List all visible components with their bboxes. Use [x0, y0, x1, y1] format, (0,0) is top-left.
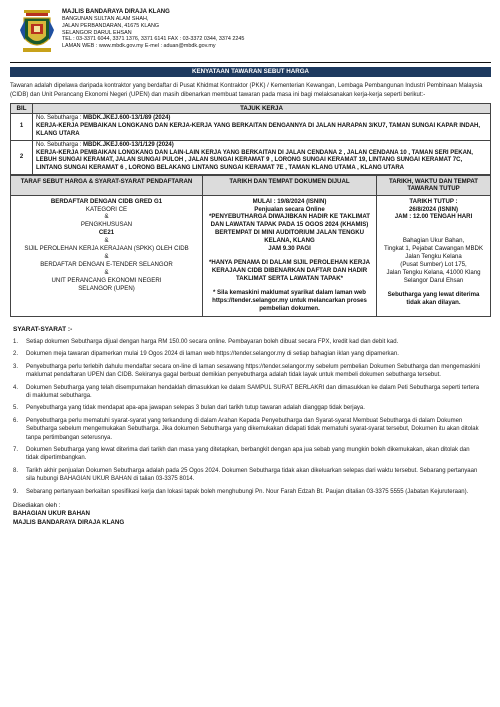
conditions-list — [10, 338, 491, 496]
details-header-row — [11, 175, 491, 195]
sale-cell — [203, 195, 377, 316]
ref-label: No. Sebutharga : — [36, 141, 82, 148]
tender-table — [10, 103, 491, 175]
amp: & — [104, 237, 109, 245]
list-item: 2. Dokumen meja tawaran dipamerkan mulai 19 Ogos 2024 di laman web https://tender.selangor.my di setiap bahagian iklan yang dipamerkan. — [12, 351, 399, 358]
notice-title: KENYATAAN TAWARAN SEBUT HARGA — [10, 67, 491, 77]
prepared-by: Disediakan oleh : — [13, 502, 61, 510]
close-place-line: Tingkat 1, Pejabat Cawangan MBDK — [383, 245, 484, 253]
reg-category: KATEGORI CE — [85, 205, 128, 213]
list-item: 6. Penyebutharga perlu mematuhi syarat-syarat yang terkandung di dalam Arahan Kepada Penyebutharga dan Syarat-syarat Membuat Sebutharga di dalam Dokumen Sebutharga sebelum mengemukakan Sebutharga. Jika dokumen Sebutharga yang dikemukakan didapati tidak mematuhi syarat-syarat tersebut, Dokumen itu akan ditolak tanpa pertimbangan seterusnya. — [12, 418, 479, 441]
details-row — [11, 195, 491, 316]
col-closing: TARIKH, WAKTU DAN TEMPAT TAWARAN TUTUP — [377, 175, 491, 195]
col-title: TAJUK KERJA — [33, 104, 491, 114]
list-item: 9. Sebarang pertanyaan berkaitan spesifikasi kerja dan lokasi tapak boleh menghubungi Pn. Nour Farah Edzah Bt. Paujan ditalian 03-3375 5555 (Jabatan Kejuruteraan). — [12, 488, 469, 495]
intro-paragraph: Tawaran adalah dipelawa daripada kontraktor yang berdaftar di Pusat Khidmat Kontraktor (PKK) / Kementerian Kewangan, Lembaga Pembangunan Industri Pembinaan Malaysia (CIDB) dan Unit Perancang Ekonomi Negeri (UPEN) dan masih dibenarkan membuat tawaran pada masa ini bagi melaksanakan kerja-kerja seperti berikut:- — [10, 83, 483, 98]
briefing-time: JAM 9.30 PAGI — [268, 245, 311, 253]
reg-etender: BERDAFTAR DENGAN E-TENDER SELANGOR — [40, 260, 173, 268]
close-place-line: Selangor Darul Ehsan — [403, 276, 464, 284]
details-table — [10, 175, 491, 317]
ref-number: MBDK.JKEJ.600-13/1/129 (2024) — [83, 141, 174, 148]
sale-date: MULAI : 19/8/2024 (ISNIN) — [252, 197, 327, 205]
col-bil: BIL — [11, 104, 33, 114]
work-description: KERJA-KERJA PEMBAIKAN LONGKANG DAN LAIN-LAIN KERJA YANG BERKAITAN DI JALAN CENDANA 2 , JALAN CENDANA 10 , TAMAN SERI PEKAN, LEBUH SUNGAI KERAMAT, JALAN SUNGAI PULOH , JALAN SUNGAI KERAMAT 9 , LORONG SUNGAI KERAMAT 19, LINTANG SUNGAI KERAMAT 7C, LINTANG SUNGAI KERAMAT 6 , LORONG BELAKANG LINTANG SUNGAI KERAMAT 7E , TAMAN KLANG UTAMA , KLANG UTARA — [36, 149, 473, 172]
amp: & — [104, 253, 109, 261]
department-name: BAHAGIAN UKUR BAHAN — [13, 510, 90, 518]
list-item: 4. Dokumen Sebutharga yang telah disempurnakan hendaklah dimasukkan ke dalam SAMPUL SURAT BERLAKRI dan dimasukkan ke dalam Peti Sebutharga seperti tertera di maklumat sebutharga. — [12, 384, 480, 399]
contact-line: TEL : 03-3371 6044, 3371 1376, 3371 6141 FAX : 03-3372 0344, 3374 2245 — [62, 36, 245, 43]
ref-number: MBDK.JKEJ.600-13/1/89 (2024) — [83, 115, 171, 122]
work-description: KERJA-KERJA PEMBAIKAN LONGKANG DAN KERJA-KERJA YANG BERKAITAN DENGANNYA DI JALAN HARAPAN 3/KU7, TAMAN SUNGAI KAPAR INDAH, KLANG UTARA — [36, 123, 481, 137]
table-header-row — [11, 104, 491, 114]
reg-spkk: SIJIL PEROLEHAN KERJA KERAJAAN (SPKK) OLEH CIDB — [24, 245, 189, 253]
closing-cell — [377, 195, 491, 316]
close-label: TARIKH TUTUP : — [409, 197, 458, 205]
conditions-title: SYARAT-SYARAT :- — [13, 325, 73, 333]
header-divider — [10, 62, 491, 63]
web-line: LAMAN WEB : www.mbdk.gov.my E-mel : aduan@mbdk.gov.my — [62, 42, 216, 49]
close-date: 26/8/2024 (ISNIN) — [408, 205, 459, 213]
list-item: 7. Dokumen Sebutharga yang lewat diterima dari tarikh dan masa yang ditetapkan, berbangkit dengan apa jua sebab yang mungkin boleh dikemukakan, akan ditolak dan tidak dipertimbangkan. — [12, 447, 470, 462]
close-place-line: Bahagian Ukur Bahan, — [402, 237, 465, 245]
table-row — [11, 114, 491, 140]
list-item: 8. Tarikh akhir penjualan Dokumen Sebutharga adalah pada 25 Ogos 2024. Dokumen Sebutharga tidak akan dikeluarkan selepas dari waktu tersebut. Sebarang pertanyaan sila hubungi BAHAGIAN UKUR BAHAN di talian 03-3375 8014. — [12, 467, 478, 483]
letterhead — [10, 8, 491, 60]
row-number: 1 — [11, 114, 33, 140]
letterhead-text — [62, 8, 244, 49]
work-cell — [33, 140, 491, 174]
reg-spec: CE21 — [98, 229, 115, 237]
late-note: Sebutharga yang lewat diterima tidak akan dilayan. — [387, 290, 480, 306]
ref-label: No. Sebutharga : — [36, 115, 82, 122]
table-row — [11, 140, 491, 174]
col-sale: TARIKH DAN TEMPAT DOKUMEN DIJUAL — [203, 175, 377, 195]
list-item: 1. Setiap dokumen Sebutharga dijual dengan harga RM 150.00 secara online. Pembayaran boleh dibuat secara FPX, kredit kad dan debit kad. — [12, 338, 399, 345]
address-line: BANGUNAN SULTAN ALAM SHAH, — [62, 16, 149, 23]
reg-spec-label: PENGKHUSUSAN — [80, 221, 133, 229]
work-cell — [33, 114, 491, 140]
col-registration: TARAF SEBUT HARGA & SYARAT-SYARAT PENDAFTARAN — [11, 175, 203, 195]
org-name: MAJLIS BANDARAYA DIRAJA KLANG — [62, 9, 170, 15]
council-name: MAJLIS BANDARAYA DIRAJA KLANG — [13, 518, 125, 526]
address-line: SELANGOR DARUL EHSAN — [62, 29, 132, 36]
briefing-notice: *PENYEBUTHARGA DIWAJIBKAN HADIR KE TAKLIMAT DAN LAWATAN TAPAK PADA 15 OGOS 2024 (KHAMIS) BERTEMPAT DI MINI AUDITORIUM JALAN TENGKU KELANA, KLANG — [208, 213, 371, 245]
close-time: JAM : 12.00 TENGAH HARI — [394, 213, 473, 221]
address-line: JALAN PERBANDARAN, 41675 KLANG — [62, 22, 160, 29]
reg-grade: BERDAFTAR DENGAN CIDB GRED G1 — [50, 197, 163, 205]
row-number: 2 — [11, 140, 33, 174]
amp: & — [104, 268, 109, 276]
amp: & — [104, 213, 109, 221]
close-place-line: Jalan Tengku Kelana, 41000 Klang — [386, 269, 481, 277]
attendance-note: *HANYA PENAMA DI DALAM SIJIL PEROLEHAN KERJA KERAJAAN CIDB DIBENARKAN DAFTAR DAN HADIR TAKLIMAT SERTA LAWATAN TAPAK* — [208, 259, 371, 282]
website-note: * Sila kemaskini maklumat syarikat dalam laman web https://tender.selangor.my untuk melancarkan proses pembelian dokumen. — [212, 288, 367, 312]
close-place-line: (Pusat Sumber) Lot 175, — [400, 261, 467, 269]
sale-mode: Penjualan secara Online — [254, 205, 325, 213]
list-item: 3. Penyebutharga perlu terlebih dahulu mendaftar secara on-line di laman sesawang https://tender.selangor.my sebelum pembelian Dokumen Sebutharga dan mengemaskini maklumat pendaftaran UPEN dan CIDB. Sekiranya gagal berbuat demikian penyebutharga adalah tidak layak untuk membeli dokumen sebutharga tersebut. — [12, 363, 480, 379]
reg-upen: UNIT PERANCANG EKONOMI NEGERI SELANGOR (UPEN) — [51, 276, 162, 292]
registration-cell — [11, 195, 203, 316]
crest-logo-icon — [20, 8, 54, 54]
list-item: 5. Penyebutharga yang tidak mendapat apa-apa jawapan selepas 3 bulan dari tarikh tutup tawaran adalah dianggap tidak berjaya. — [12, 405, 365, 412]
close-place-line: Jalan Tengku Kelana — [405, 253, 462, 261]
signature-block — [13, 502, 491, 527]
